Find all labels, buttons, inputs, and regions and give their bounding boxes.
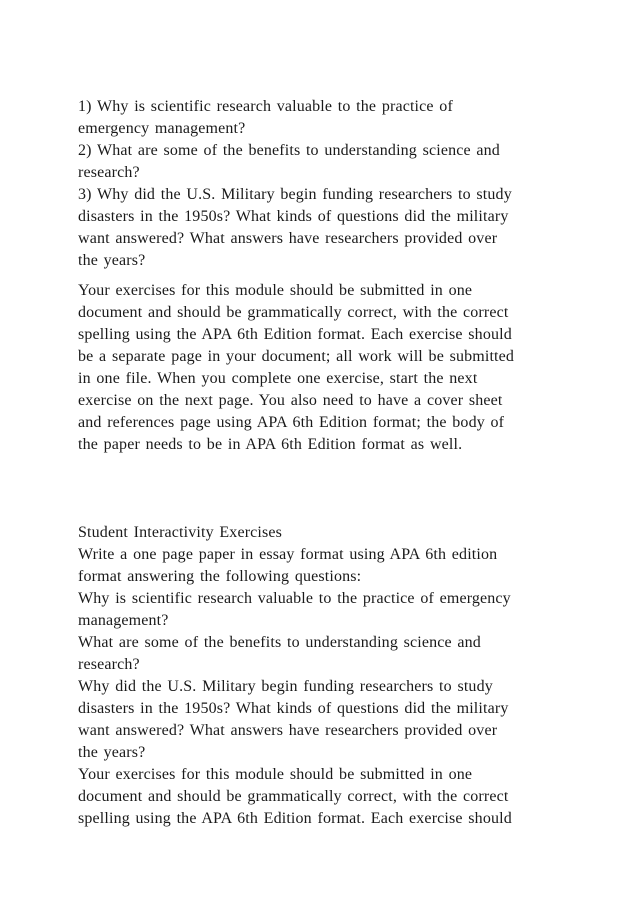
question-2-line-2: research? xyxy=(78,164,140,181)
instructions-line: exercise on the next page. You also need to have a cover sheet xyxy=(78,392,503,409)
instructions-line: and references page using APA 6th Edition format; the body of xyxy=(78,414,505,431)
question-3-line-3: want answered? What answers have researchers provided over xyxy=(78,230,498,247)
question-3-line-4: the years? xyxy=(78,252,146,269)
section-line: management? xyxy=(78,612,169,629)
section-line: want answered? What answers have researchers provided over xyxy=(78,722,498,739)
question-1-line-2: emergency management? xyxy=(78,120,246,137)
question-1-line-1: 1) Why is scientific research valuable to the practice of xyxy=(78,98,453,115)
instructions-paragraph xyxy=(78,280,578,456)
exercises-section xyxy=(78,522,578,830)
section-line: Why is scientific research valuable to the practice of emergency xyxy=(78,590,511,607)
section-line: Your exercises for this module should be submitted in one xyxy=(78,766,473,783)
section-line: format answering the following questions: xyxy=(78,568,362,585)
section-line: Write a one page paper in essay format using APA 6th edition xyxy=(78,546,498,563)
instructions-line: spelling using the APA 6th Edition format. Each exercise should xyxy=(78,326,512,343)
section-line: What are some of the benefits to understanding science and xyxy=(78,634,481,651)
question-3-line-2: disasters in the 1950s? What kinds of questions did the military xyxy=(78,208,509,225)
instructions-line: be a separate page in your document; all work will be submitted xyxy=(78,348,515,365)
instructions-line: Your exercises for this module should be submitted in one xyxy=(78,282,473,299)
question-2-line-1: 2) What are some of the benefits to understanding science and xyxy=(78,142,500,159)
question-3-line-1: 3) Why did the U.S. Military begin funding researchers to study xyxy=(78,186,512,203)
questions-block xyxy=(78,96,578,272)
section-line: the years? xyxy=(78,744,146,761)
section-line: spelling using the APA 6th Edition format. Each exercise should xyxy=(78,810,512,827)
instructions-line: the paper needs to be in APA 6th Edition format as well. xyxy=(78,436,463,453)
instructions-line: document and should be grammatically correct, with the correct xyxy=(78,304,509,321)
section-line: research? xyxy=(78,656,140,673)
section-line: document and should be grammatically correct, with the correct xyxy=(78,788,509,805)
section-heading: Student Interactivity Exercises xyxy=(78,524,283,541)
section-line: Why did the U.S. Military begin funding researchers to study xyxy=(78,678,493,695)
instructions-line: in one file. When you complete one exercise, start the next xyxy=(78,370,478,387)
section-line: disasters in the 1950s? What kinds of questions did the military xyxy=(78,700,509,717)
